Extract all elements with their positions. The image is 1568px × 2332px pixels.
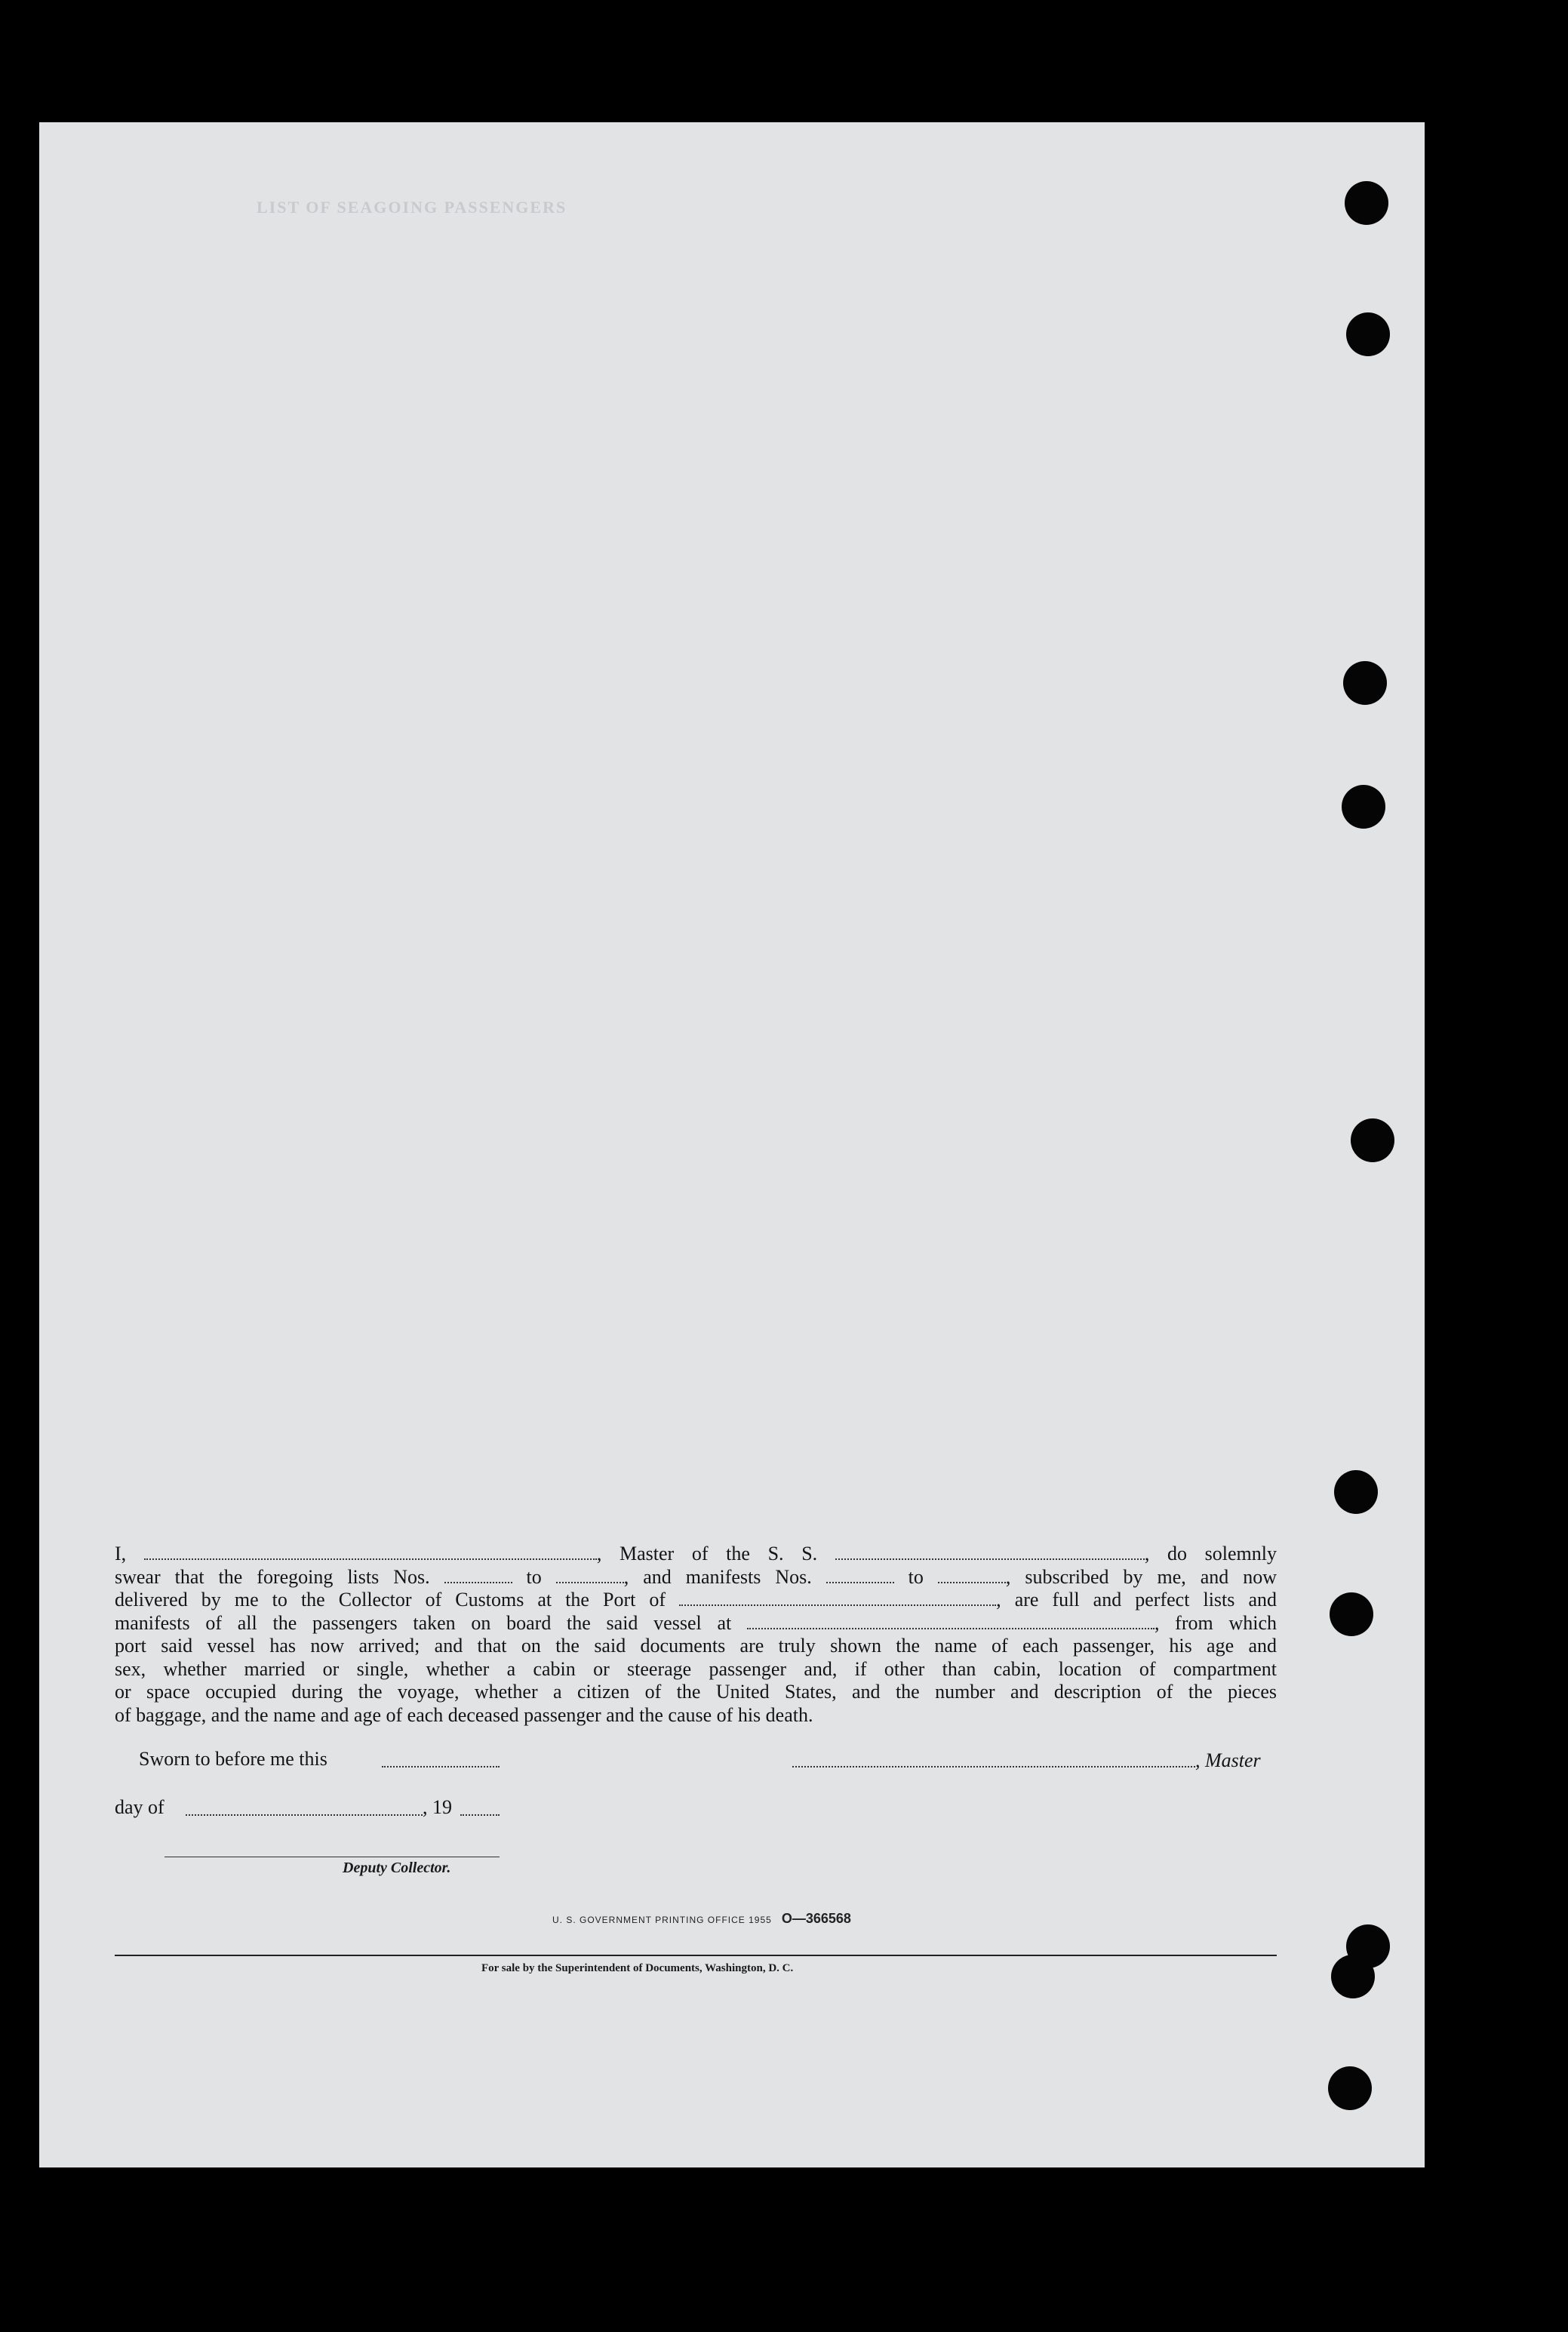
year-blank: [460, 1802, 500, 1816]
fill-in-blank: [679, 1591, 996, 1606]
oath-line: [115, 1543, 1277, 1566]
oath-text: , and manifests Nos.: [623, 1565, 826, 1588]
master-signature-label: , Master: [1195, 1749, 1261, 1771]
master-signature-blank: [792, 1754, 1195, 1767]
day-of-label: day of: [115, 1796, 164, 1818]
oath-text: of baggage, and the name and age of each deceased passenger and the cause of his death.: [115, 1703, 813, 1726]
punch-hole-10: [1328, 2066, 1372, 2110]
punch-hole-5: [1351, 1118, 1394, 1162]
oath-text: , subscribed by me, and now: [1005, 1565, 1277, 1588]
sworn-date-blank: [382, 1754, 500, 1767]
oath-line: [115, 1612, 1277, 1635]
fill-in-blank: [938, 1568, 1006, 1583]
punch-hole-7: [1330, 1592, 1373, 1636]
oath-text: delivered by me to the Collector of Customs at the Port of: [115, 1589, 680, 1611]
fill-in-blank: [747, 1614, 1154, 1629]
document-page: [39, 122, 1425, 2167]
oath-line: [115, 1704, 1277, 1727]
oath-text: manifests of all the passengers taken on board the said vessel at: [115, 1611, 747, 1634]
oath-line: [115, 1589, 1277, 1612]
oath-line: [115, 1658, 1277, 1681]
deputy-collector-caption: Deputy Collector.: [343, 1860, 451, 1876]
punch-hole-9: [1331, 1955, 1375, 1998]
fill-in-blank: [144, 1545, 597, 1560]
oath-text: to: [893, 1565, 938, 1588]
day-of-blank: [186, 1802, 423, 1816]
sworn-label: Sworn to before me this: [139, 1748, 327, 1770]
bleed-through-title: LIST OF SEAGOING PASSENGERS: [257, 198, 567, 217]
oath-text: , do solemnly: [1144, 1543, 1277, 1564]
master-oath-paragraph: [115, 1543, 1277, 1727]
oath-text: , from which: [1154, 1611, 1277, 1634]
printing-office-number: O—366568: [781, 1911, 851, 1926]
oath-text: sex, whether married or single, whether a cabin or steerage passenger and, if other than cabin, location of compartment: [115, 1657, 1277, 1680]
oath-line: [115, 1566, 1277, 1589]
fill-in-blank: [835, 1545, 1145, 1560]
fill-in-blank: [826, 1568, 894, 1583]
oath-text: to: [512, 1565, 556, 1588]
oath-text: , Master of the S. S.: [596, 1543, 835, 1564]
punch-hole-6: [1334, 1470, 1378, 1514]
printing-office-text: U. S. GOVERNMENT PRINTING OFFICE 1955: [552, 1915, 772, 1925]
oath-text: I,: [115, 1543, 144, 1564]
oath-text: port said vessel has now arrived; and that on the said documents are truly shown the name of each passenger, his age and: [115, 1635, 1277, 1657]
deputy-signature-blank: [164, 1846, 500, 1857]
punch-hole-3: [1343, 661, 1387, 705]
oath-text: or space occupied during the voyage, whether a citizen of the United States, and the number and description of the pieces: [115, 1681, 1277, 1703]
fill-in-blank: [444, 1568, 512, 1583]
printing-office-imprint: [552, 1911, 851, 1927]
oath-text: swear that the foregoing lists Nos.: [115, 1565, 444, 1588]
punch-hole-1: [1345, 181, 1388, 225]
oath-line: [115, 1635, 1277, 1658]
fill-in-blank: [556, 1568, 624, 1583]
oath-line: [115, 1681, 1277, 1704]
punch-hole-4: [1342, 785, 1385, 829]
footer-rule: [115, 1955, 1277, 1956]
oath-text: , are full and perfect lists and: [996, 1589, 1277, 1611]
punch-hole-2: [1346, 312, 1390, 356]
for-sale-notice: For sale by the Superintendent of Documents, Washington, D. C.: [481, 1962, 794, 1974]
year-prefix: , 19: [423, 1796, 452, 1818]
